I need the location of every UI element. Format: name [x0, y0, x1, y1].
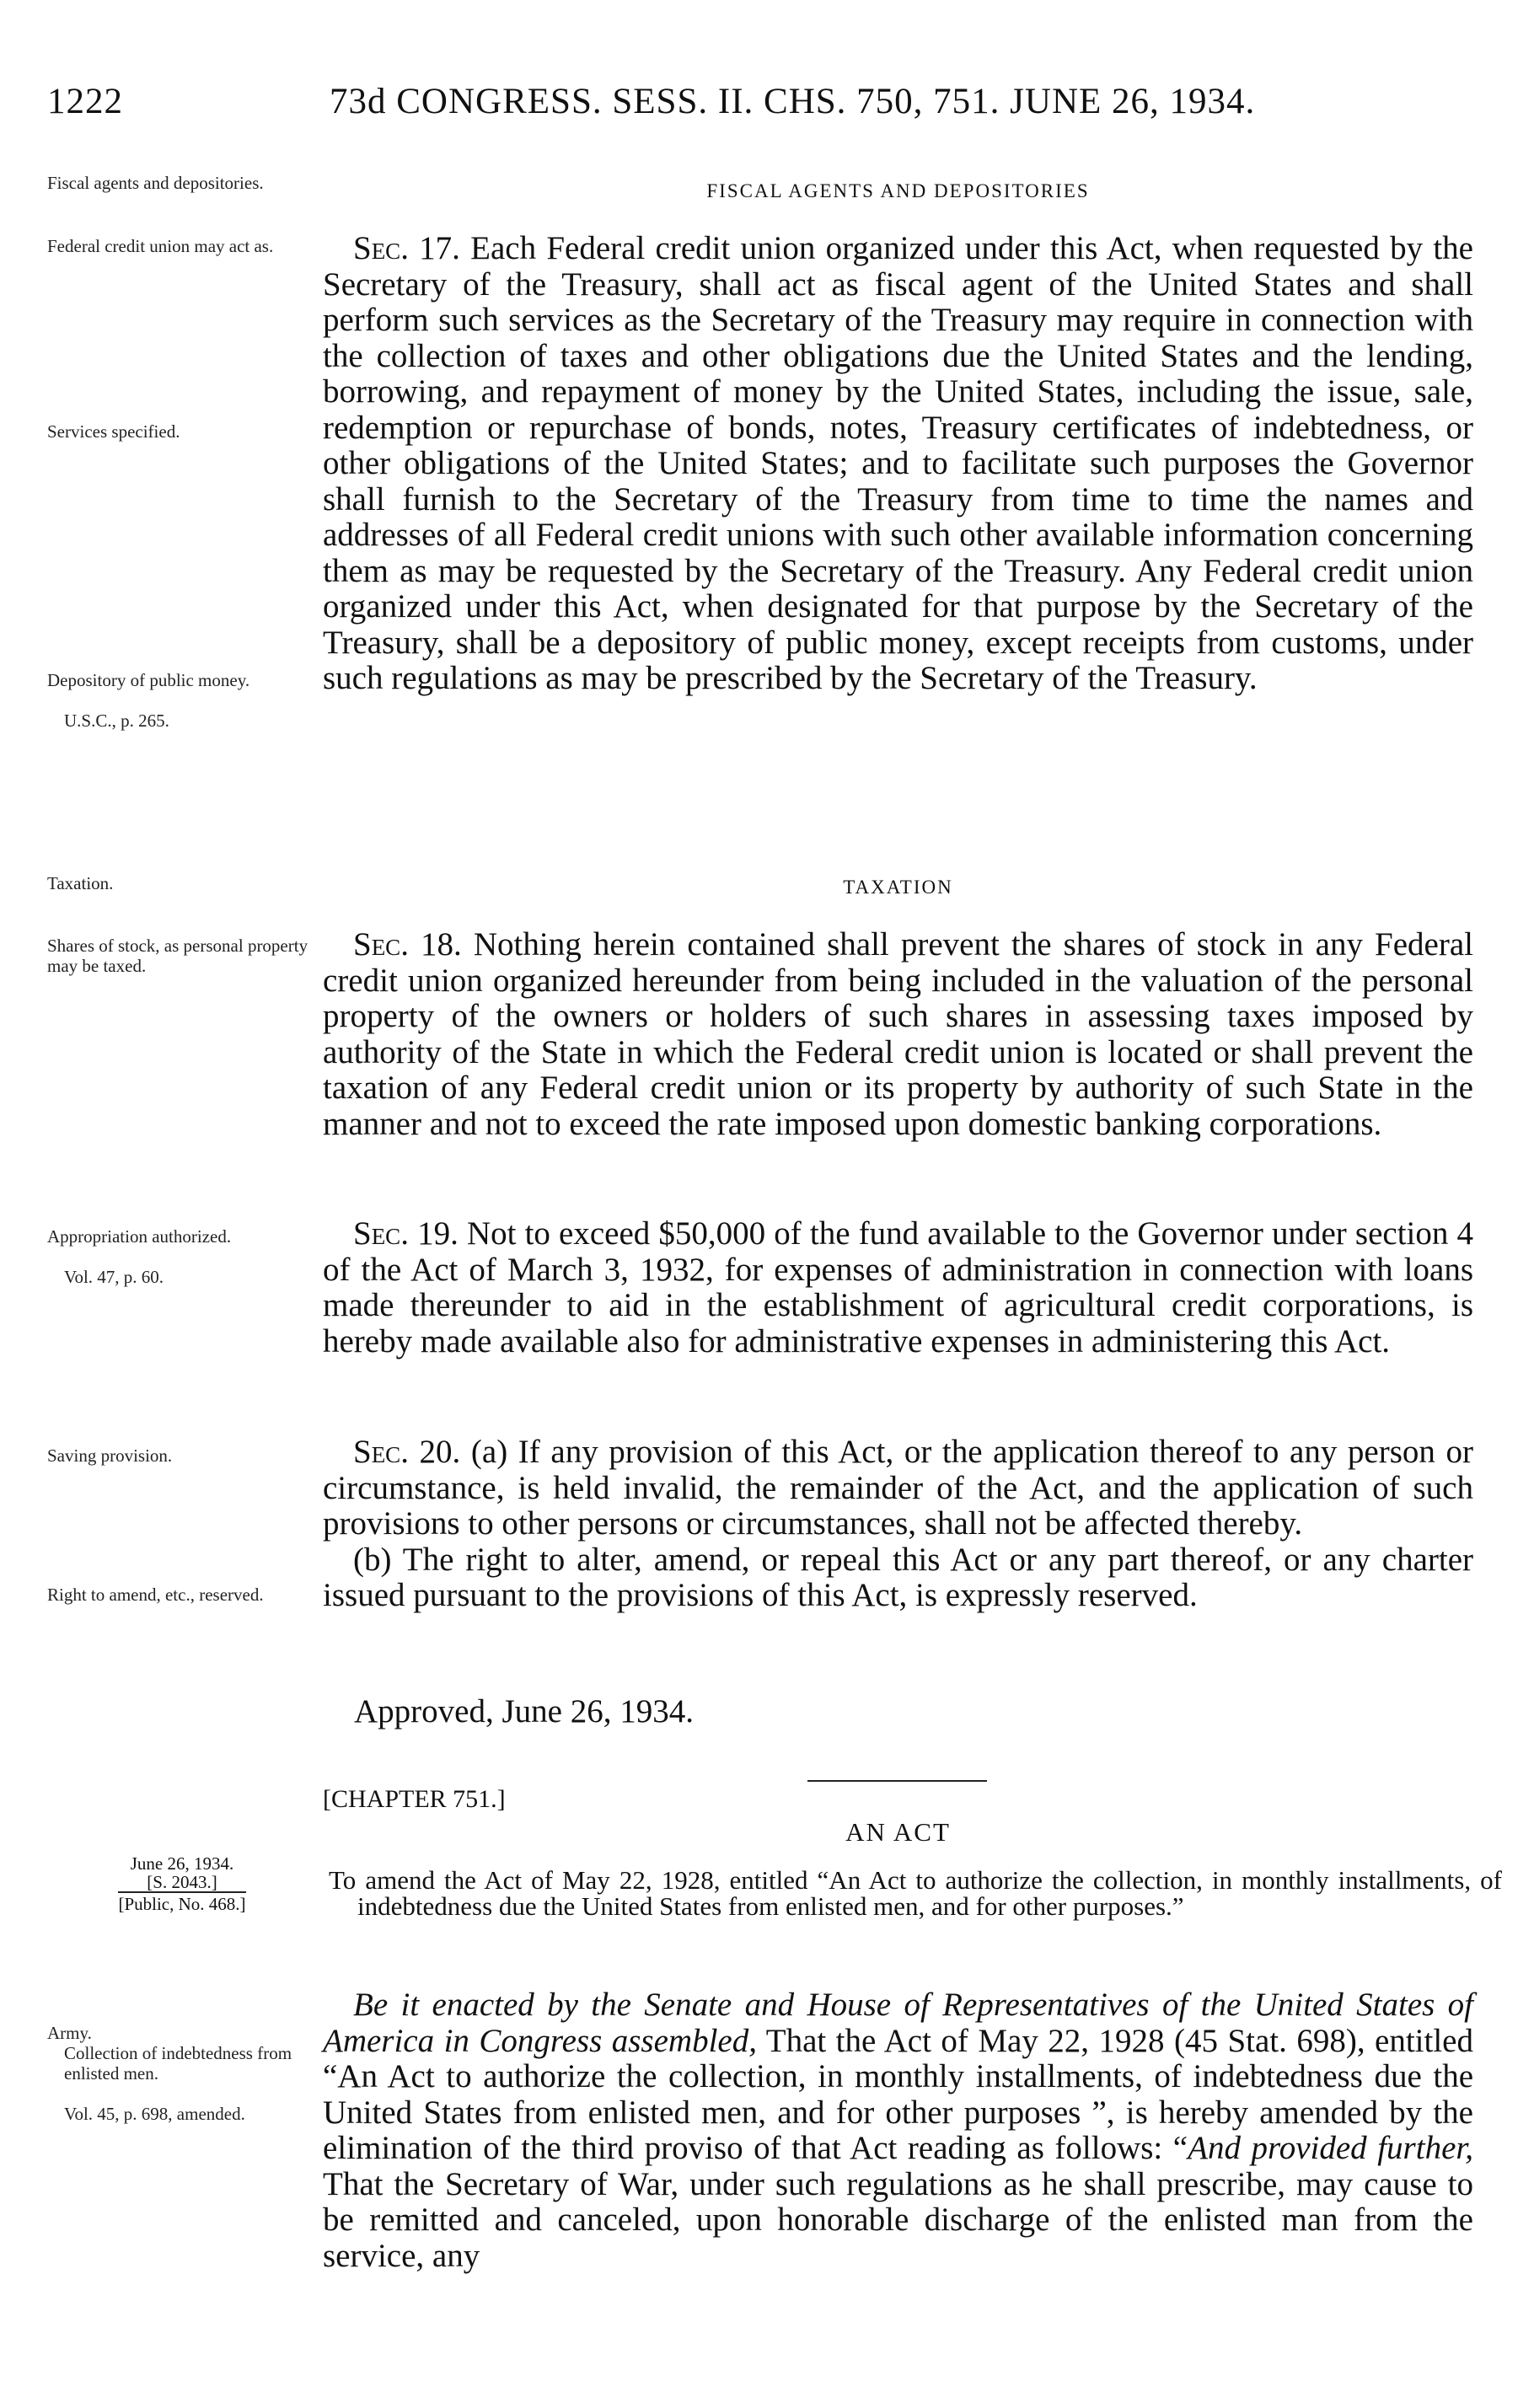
section-20 [323, 1435, 1473, 1614]
section-17-label: Sec. 17. [353, 230, 460, 266]
page-header [47, 81, 1475, 131]
chapter-label: [CHAPTER 751.] [323, 1785, 506, 1813]
section-20-text-a: (a) If any provision of this Act, or the application thereof to any person or circumstance, is held invalid, the remainder of the Act, and the application of such provisions to other persons or circumstances, shall not be affected thereby. [323, 1434, 1473, 1542]
proviso-italic: And provided further, [1188, 2130, 1473, 2166]
section-18 [323, 927, 1473, 1142]
section-19-text: Not to exceed $50,000 of the fund available to the Governor under section 4 of the Act of March 3, 1932, for expenses of administration in connection with loans made thereunder to aid in the establishment of agricultural credit corporations, is hereby made available also for administrative expenses in administering this Act. [323, 1215, 1473, 1360]
section-20-text-b: (b) The right to alter, amend, or repeal this Act or any part thereof, or any charter issued pursuant to the provisions of this Act, is expressly reserved. [323, 1541, 1473, 1613]
proviso-text: That the Secretary of War, under such regulations as he shall prescribe, may cause to be remitted and canceled, upon honorable discharge of the enlisted man from the service, any [323, 2165, 1473, 2274]
margin-note-taxation: Taxation. [47, 873, 114, 893]
margin-note-saving-provision: Saving provision. [47, 1445, 173, 1466]
an-act-heading: AN ACT [845, 1817, 951, 1847]
approval-line: Approved, June 26, 1934. [354, 1693, 694, 1730]
section-18-label: Sec. 18. [353, 926, 462, 963]
enacting-clause: Be it enacted by the Senate and House of Representatives of the United States of America in Congress assembled, [323, 1987, 1473, 2059]
margin-note-federal-credit-union: Federal credit union may act as. [47, 236, 274, 256]
margin-note-depository-ref: U.S.C., p. 265. [64, 711, 169, 731]
margin-note-collection-ref: Vol. 45, p. 698, amended. [64, 2104, 245, 2124]
margin-note-depository: Depository of public money. [47, 670, 250, 690]
margin-note-fiscal-agents: Fiscal agents and depositories. [47, 173, 264, 193]
margin-note-army: Army. [47, 2023, 92, 2043]
margin-note-appropriation: Appropriation authorized. [47, 1226, 232, 1247]
page-number: 1222 [47, 82, 123, 121]
margin-note-right-to-amend: Right to amend, etc., reserved. [47, 1585, 264, 1605]
running-title: 73d CONGRESS. SESS. II. CHS. 750, 751. JUNE 26, 1934. [330, 82, 1256, 121]
chapter-date: June 26, 1934. [130, 1853, 234, 1874]
chapter-751-text: That the Act of May 22, 1928 (45 Stat. 698), entitled “An Act to authorize the collection, in monthly installments, of indebtedness due the United States from enlisted men, and for other purposes ”, is hereby amended by the elimination of the third proviso of that Act reading as follows: “ [323, 2022, 1473, 2166]
section-17-text: Each Federal credit union organized under this Act, when requested by the Secretary of the Treasury, shall act as fiscal agent of the United States and shall perform such services as the Secretary of the Treasury may require in connection with the collection of taxes and other obligations due the United States and the lending, borrowing, and repayment of money by the United States, including the issue, sale, redemption or repurchase of bonds, notes, Treasury certificates of indebtedness, or other obligations of the United States; and to facilitate such purposes the Governor shall furnish to the Secretary of the Treasury from time to time the names and addresses of all Federal credit unions with such other available information concerning them as may be requested by the Secretary of the Treasury. Any Federal credit union organized under this Act, when designated for that purpose by the Secretary of the Treasury, shall be a depository of public money, except receipts from customs, under such regulations as may be prescribed by the Secretary of the Treasury. [323, 230, 1473, 696]
chapter-side-info [47, 1854, 317, 1913]
margin-note-collection: Collection of indebtedness from enlisted men. [64, 2043, 292, 2084]
chapter-bill-number: [S. 2043.] [147, 1872, 217, 1892]
section-18-text: Nothing herein contained shall prevent the shares of stock in any Federal credit union organized hereunder from being included in the valuation of the personal property of the owners or holders of such shares in assessing taxes imposed by authority of the State in which the Federal credit union is located or shall prevent the taxation of any Federal credit union or its property by authority of such State in the manner and not to exceed the rate imposed upon domestic banking corporations. [323, 926, 1473, 1142]
act-title: To amend the Act of May 22, 1928, entitled “An Act to authorize the collection, in monthly installments, of indebtedness due the United States from enlisted men, and for other purposes.” [329, 1865, 1502, 1921]
margin-note-shares-taxed: Shares of stock, as personal property may be taxed. [47, 936, 308, 976]
margin-note-appropriation-ref: Vol. 47, p. 60. [64, 1267, 164, 1287]
section-heading-fiscal: FISCAL AGENTS AND DEPOSITORIES [706, 180, 1090, 201]
chapter-751-body [323, 1987, 1473, 2274]
section-heading-taxation: TAXATION [843, 877, 953, 898]
chapter-public-number: [Public, No. 468.] [118, 1891, 245, 1913]
chapter-divider-rule [807, 1780, 987, 1782]
section-19-label: Sec. 19. [353, 1215, 459, 1252]
section-20-label: Sec. 20. [353, 1434, 461, 1470]
section-17 [323, 231, 1473, 697]
section-19 [323, 1216, 1473, 1360]
margin-note-services-specified: Services specified. [47, 421, 180, 442]
